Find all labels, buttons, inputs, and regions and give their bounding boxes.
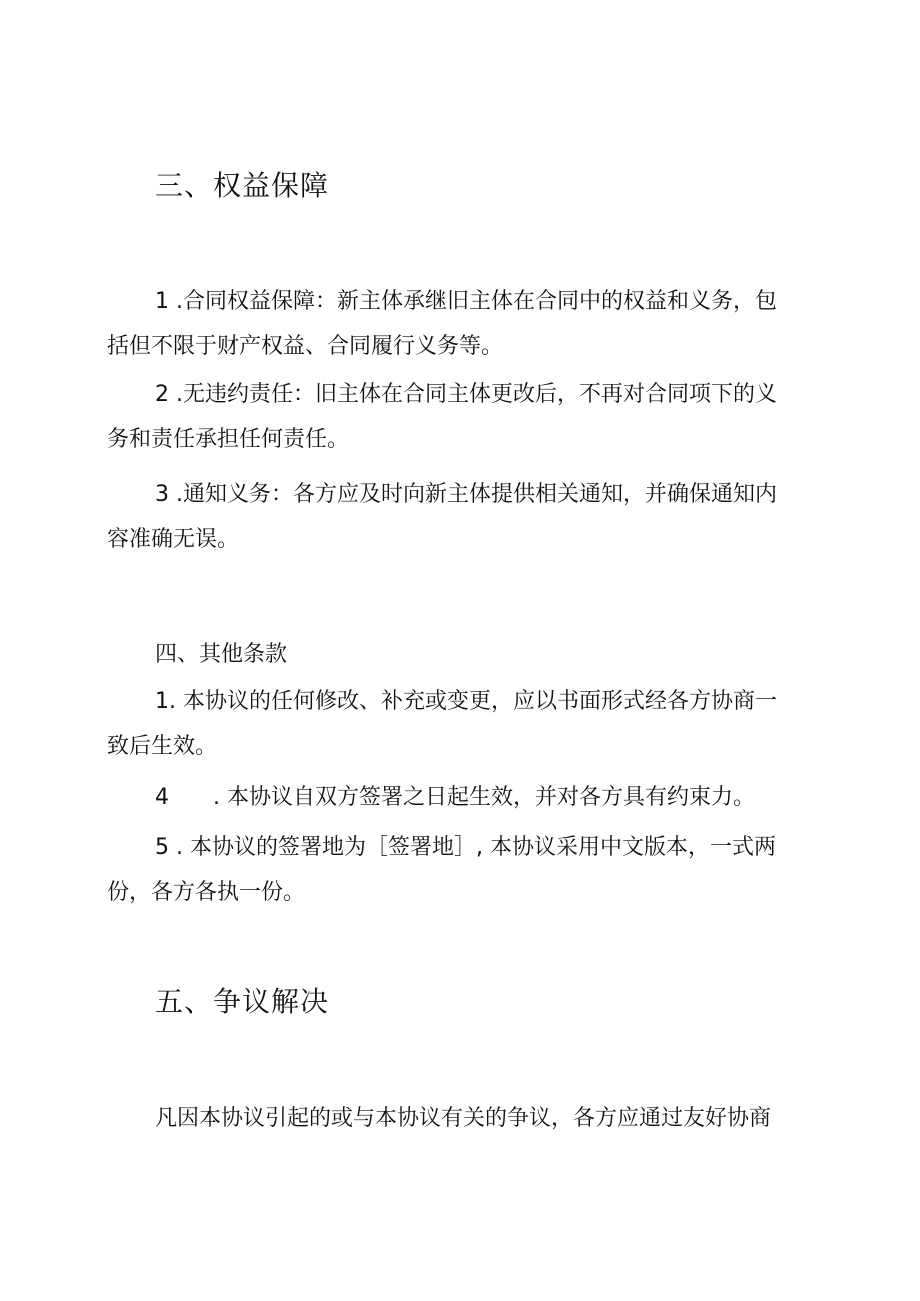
- section-3-item-3: [107, 472, 807, 562]
- section-3-heading: 三、权益保障: [155, 169, 330, 202]
- paragraph-line: 5 . 本协议的签署地为［签署地］, 本协议采用中文版本，一式两: [155, 835, 776, 860]
- paragraph-line: 凡因本协议引起的或与本协议有关的争议，各方应通过友好协商: [155, 1106, 772, 1131]
- paragraph-line: 1. 本协议的任何修改、补充或变更，应以书面形式经各方协商一: [155, 689, 777, 714]
- paragraph-line: 务和责任承担任何责任。: [107, 427, 350, 452]
- paragraph-line: 括但不限于财产权益、合同履行义务等。: [107, 334, 504, 359]
- section-5-heading: 五、争议解决: [155, 985, 330, 1018]
- section-4-heading: 四、其他条款: [155, 642, 288, 667]
- paragraph-line: 份，各方各执一份。: [107, 880, 306, 905]
- section-4-item-1: [107, 679, 807, 769]
- paragraph-line: 容准确无误。: [107, 527, 240, 552]
- paragraph-line: 致后生效。: [107, 734, 218, 759]
- paragraph-line: 2 .无违约责任：旧主体在合同主体更改后，不再对合同项下的义: [155, 382, 777, 407]
- section-3-item-2: [107, 372, 807, 462]
- section-4-item-2: [107, 775, 807, 820]
- paragraph-line: 1 .合同权益保障：新主体承继旧主体在合同中的权益和义务，包: [155, 289, 777, 314]
- section-5-paragraph: [107, 1096, 807, 1141]
- section-4-item-3: [107, 825, 807, 915]
- section-3-item-1: [107, 279, 807, 369]
- paragraph-line: 3 .通知义务：各方应及时向新主体提供相关通知，并确保通知内: [155, 482, 777, 507]
- paragraph-line: 4 . 本协议自双方签署之日起生效，并对各方具有约束力。: [155, 785, 755, 810]
